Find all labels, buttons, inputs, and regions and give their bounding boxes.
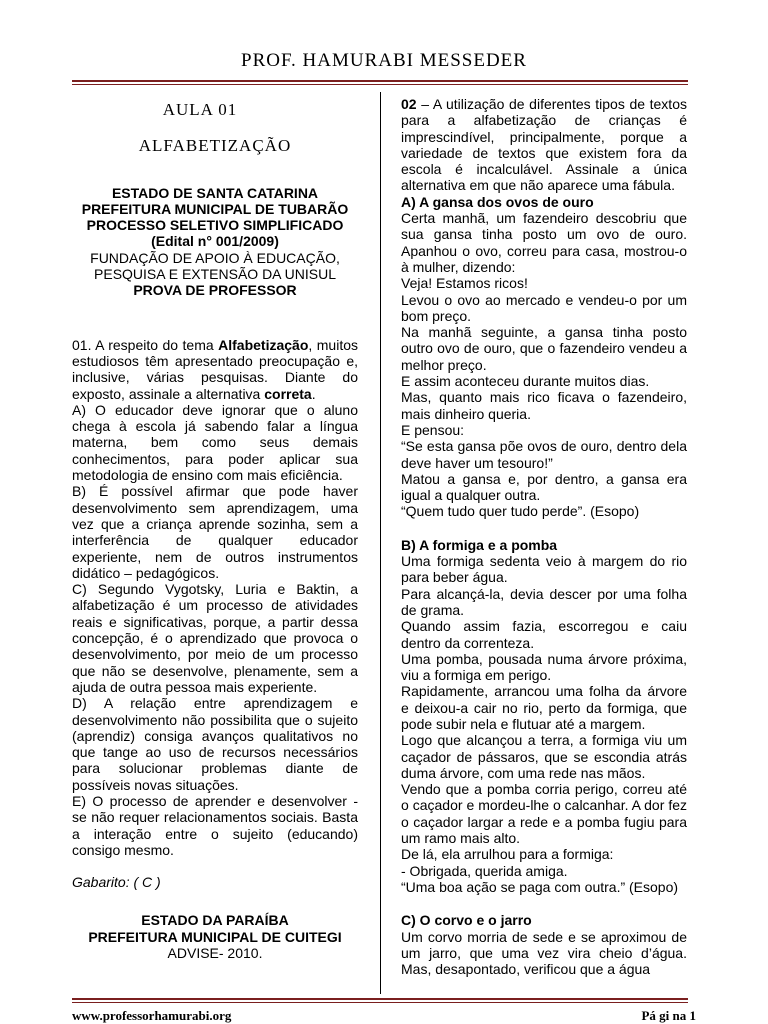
fable-line: Veja! Estamos ricos! <box>401 275 528 292</box>
left-column <box>72 100 358 961</box>
org-line: PREFEITURA MUNICIPAL DE CUITEGI <box>88 928 342 945</box>
fable-line: Uma pomba, pousada numa árvore próxima, viu a formiga em perigo. <box>401 650 687 684</box>
option-a: A) O educador deve ignorar que o aluno chega à escola já sabendo falar a língua materna, bem como seus demais conhecimentos, para poder aplicar sua metodologia de ensino com mais eficiência. <box>72 401 358 484</box>
fable-line: Na manhã seguinte, a gansa tinha posto outro ovo de ouro, que o fazendeiro vendeu a melhor preço. <box>401 324 687 373</box>
lesson-topic: ALFABETIZAÇÃO <box>138 136 292 156</box>
org-line: ESTADO DE SANTA CATARINA <box>111 184 319 201</box>
fable-line: Vendo que a pomba corria perigo, correu até o caçador e mordeu-lhe o calcanhar. A dor fez o caçador largar a rede e a pomba fugiu para um ramo mais alto. <box>401 781 687 847</box>
fable-line: “Uma boa ação se paga com outra.” (Esopo) <box>401 878 679 895</box>
answer-key: Gabarito: ( C ) <box>72 874 161 891</box>
option-d: D) A relação entre aprendizagem e desenvolvimento não possibilita que o sujeito (aprendiz) consiga avanços qualitativos no que tange ao uso de recursos necessários para solucionar problemas diante de possíveis novas situações. <box>72 695 358 793</box>
header-rule <box>72 80 688 85</box>
page-header-title: PROF. HAMURABI MESSEDER <box>241 50 527 71</box>
section-a-title: A) A gansa dos ovos de ouro <box>401 193 594 210</box>
fable-line: E pensou: <box>401 421 465 438</box>
exam-header-2 <box>72 912 358 961</box>
spacer <box>401 520 687 537</box>
fable-line: Para alcançá-la, devia descer por uma folha de grama. <box>401 585 687 618</box>
footer-rule <box>72 998 688 1003</box>
org-line: ADVISE- 2010. <box>167 945 263 962</box>
right-column <box>401 96 687 977</box>
question-02-stem: 02 – A utilização de diferentes tipos de textos para a alfabetização de crianças é imprescindível, principalmente, porque a variedade de textos que existem fora da escola é incalculável. Assinale a única alternativa em que não aparece uma fábula. <box>401 96 687 194</box>
org-line: PESQUISA E EXTENSÃO DA UNISUL <box>94 266 336 283</box>
fable-line: De lá, ela arrulhou para a formiga: <box>401 846 614 863</box>
page-number: Pá gi na 1 <box>641 1008 696 1023</box>
exam-header-1 <box>72 185 358 299</box>
fable-line: Levou o ovo ao mercado e vendeu-o por um bom preço. <box>401 291 687 324</box>
fable-line: - Obrigada, querida amiga. <box>401 862 568 879</box>
fable-line: Uma formiga sedenta veio à margem do rio para beber água. <box>401 553 687 586</box>
column-divider <box>380 92 381 994</box>
section-b-title: B) A formiga e a pomba <box>401 536 558 553</box>
option-b: B) É possível afirmar que pode haver desenvolvimento sem aprendizagem, uma vez que a criança aprende sozinha, sem a interferência de qualquer educador experiente, nem de outros instrumentos didático – pedagógicos. <box>72 483 358 581</box>
option-c: C) Segundo Vygotsky, Luria e Baktin, a alfabetização é um processo de atividades reais e significativas, porque, a partir dessa concepção, é o aprendizado que provoca o desenvolvimento, por meio de um processo que não se desenvolve, plenamente, sem a ajuda de outra pessoa mais experiente. <box>72 581 358 695</box>
org-line: PREFEITURA MUNICIPAL DE TUBARÃO <box>81 200 349 217</box>
fable-line: “Quem tudo quer tudo perde”. (Esopo) <box>401 503 640 520</box>
fable-line: “Se esta gansa põe ovos de ouro, dentro dela deve haver um tesouro!” <box>401 438 687 471</box>
spacer <box>401 895 687 912</box>
section-c-title: C) O corvo e o jarro <box>401 912 532 929</box>
question-01-stem: 01. A respeito do tema Alfabetização, muitos estudiosos têm apresentado preocupação e, inclusive, várias pesquisas. Diante do exposto, assinale a alternativa correta. <box>72 336 358 402</box>
org-line: (Edital n° 001/2009) <box>151 233 279 250</box>
fable-line: Quando assim fazia, escorregou e caiu dentro da correnteza. <box>401 618 687 651</box>
fable-line: Logo que alcançou a terra, a formiga viu um caçador de pássaros, que se escondia atrás duma árvore, com uma rede nas mãos. <box>401 732 687 781</box>
fable-line: Rapidamente, arrancou uma folha da árvore e deixou-a cair no rio, perto da formiga, que pode subir nela e flutuar até a margem. <box>401 683 687 732</box>
option-e: E) O processo de aprender e desenvolver - se não requer relacionamentos sociais. Basta a interação entre o sujeito (educando) consigo mesmo. <box>72 792 358 858</box>
fable-line: Matou a gansa e, por dentro, a gansa era igual a qualquer outra. <box>401 470 687 504</box>
fable-line: Um corvo morria de sede e se aproximou de um jarro, que uma vez vira cheio d’água. Mas, desapontado, verificou que a água <box>401 928 687 978</box>
lesson-number: AULA 01 <box>162 100 238 119</box>
fable-line: E assim aconteceu durante muitos dias. <box>401 373 650 390</box>
footer-url: www.professorhamurabi.org <box>72 1008 232 1023</box>
fable-line: Certa manhã, um fazendeiro descobriu que sua gansa tinha posto um ovo de ouro. Apanhou o ovo, correu para casa, mostrou-o à mulher, dizendo: <box>401 210 687 275</box>
org-line: PROCESSO SELETIVO SIMPLIFICADO <box>86 217 344 234</box>
org-line: FUNDAÇÃO DE APOIO À EDUCAÇÃO, <box>90 249 340 266</box>
fable-line: Mas, quanto mais rico ficava o fazendeiro, mais dinheiro queria. <box>401 389 687 422</box>
org-line: ESTADO DA PARAÍBA <box>141 912 289 929</box>
org-line: PROVA DE PROFESSOR <box>133 282 297 299</box>
